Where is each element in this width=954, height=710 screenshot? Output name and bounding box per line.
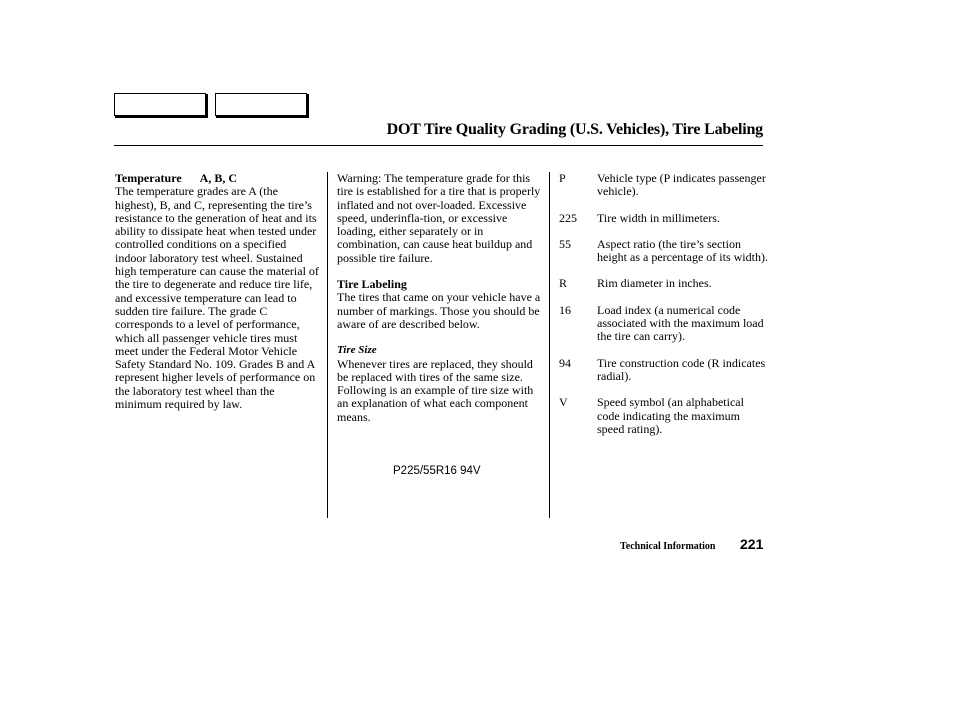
code-symbol: 55 [559,236,571,251]
warning-text: Warning: The temperature grade for this tire is established for a tire that is properly inflated and not over-loaded. Excessive speed, underinfla-tion, or excessive loading, either separately or in combination, can cause heat buildup and possible tire failure. [337,171,541,265]
code-description: Speed symbol (an alphabetical code indicating the maximum speed rating). [597,395,744,436]
footer-section-name[interactable]: Technical Information [620,541,716,552]
nav-button-next[interactable] [215,93,307,116]
temperature-column [115,172,320,411]
tire-code-list [559,172,769,449]
code-symbol: 94 [559,355,571,370]
code-symbol: R [559,276,568,291]
nav-button-previous[interactable] [114,93,206,116]
code-description: Tire construction code (R indicates radial). [597,355,766,383]
code-description: Load index (a numerical code associated with the maximum load the tire can carry). [597,302,764,344]
tire-labeling-heading: Tire Labeling [337,277,407,292]
temperature-heading-row [115,172,320,185]
code-symbol: V [559,395,568,410]
column-divider-1 [327,172,328,518]
page-title: DOT Tire Quality Grading (U.S. Vehicles), Tire Labeling [386,121,763,138]
temperature-grades: A, B, C [199,171,237,185]
tire-size-heading: Tire Size [337,344,377,357]
code-row [559,172,769,199]
title-divider [114,145,763,146]
page-number: 221 [740,536,764,552]
tire-size-body: Whenever tires are replaced, they should be replaced with tires of the same size. Following is an example of tire size with an explanation of what each component means. [337,356,534,424]
code-row [559,357,769,384]
code-symbol: 16 [559,302,571,317]
temperature-heading: Temperature [115,171,182,185]
code-symbol: P [559,171,566,185]
labeling-column [337,172,547,424]
code-row [559,212,769,225]
tire-size-example: P225/55R16 94V [393,465,481,477]
code-description: Aspect ratio (the tire’s section height as a percentage of its width). [597,236,768,265]
temperature-body: The temperature grades are A (the highest), B, and C, representing the tire’s resistance to the generation of heat and its ability to dissipate heat when tested under controlled conditions on a specified indoor laboratory test wheel. Sustained high temperature can cause the material of the tire to degenerate and reduce tire life, and excessive temperature can lead to sudden tire failure. The grade C corresponds to a level of performance, which all passenger vehicle tires must meet under the Federal Motor Vehicle Safety Standard No. 109. Grades B and A represent higher levels of performance on the laboratory test wheel than the minimum required by law. [115,184,319,412]
code-symbol: 225 [559,210,577,225]
code-description: Vehicle type (P indicates passenger vehicle). [597,171,766,199]
code-description: Rim diameter in inches. [597,276,712,291]
column-divider-2 [549,172,550,518]
code-description: Tire width in millimeters. [597,210,720,225]
code-row [559,396,769,436]
code-row [559,277,769,290]
code-row [559,238,769,265]
tire-labeling-body: The tires that came on your vehicle have a number of markings. Those you should be aware of are described below. [337,290,541,331]
code-row [559,304,769,344]
